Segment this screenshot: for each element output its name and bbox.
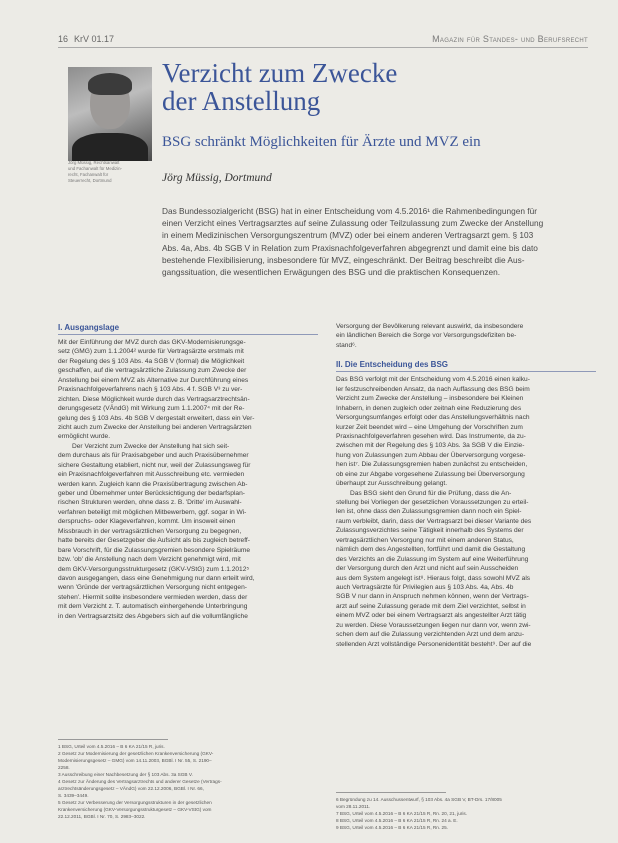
- left-paragraph-1: [58, 338, 318, 442]
- text-line: 22.12.2011, BGBl. I Nr. 70, S. 2983–3022.: [58, 814, 146, 820]
- text-line: gangssituation, die wesentlichen Erwägungen des BSG und die praktischen Konsequenzen.: [162, 267, 501, 278]
- text-line: ermöglicht wurde.: [58, 433, 111, 441]
- text-line: raum verbleibt, darin, dass der Vertragsarzt bei dieser Variante des: [336, 517, 532, 525]
- text-line: zicht auch zum Zwecke der Anstellung bei anderen Vertragsärzten: [58, 423, 252, 431]
- text-line: dem GKV-Versorgungsstrukturgesetz (GKV-VStG) zum 1.1.2012⁵: [58, 565, 250, 573]
- text-line: davon ausgegangen, dass eine Genehmigung nur dann erteilt wird,: [58, 574, 255, 582]
- right-intro: [336, 322, 596, 350]
- text-line: wenn 'Gründe der vertragsärztlichen Versorgung nicht entgegen-: [58, 584, 247, 592]
- text-line: arztrechtsänderungsgesetz – VÄndG) vom 22.12.2006, BGBl. I Nr. 66,: [58, 786, 204, 792]
- journal-title: Magazin für Standes- und Berufsrecht: [432, 34, 588, 44]
- text-line: Versorgung der Bevölkerung relevant auswirkt, da insbesondere: [336, 323, 524, 330]
- text-line: 7 BSG, Urteil vom 4.5.2016 – B 6 KA 21/15 R, Rn. 20, 21, juris.: [336, 811, 468, 817]
- text-line: aus dem System angelegt ist⁸. Hieraus folgt, dass sowohl MVZ als: [336, 574, 531, 582]
- right-paragraph-1: [336, 375, 596, 488]
- footnote-rule: [58, 739, 168, 740]
- text-line: stehen'. Hiermit sollte insbesondere vermieden werden, dass der: [58, 593, 248, 601]
- text-line: mit dem Verzicht z. T. automatisch einhergehende Unterbringung: [58, 603, 248, 611]
- section-heading-1: I. Ausgangslage: [58, 323, 120, 332]
- footnote-rule: [336, 792, 446, 793]
- text-line: in einem Medizinischen Versorgungszentrum (MVZ) oder bei einem anderen Vertragsarzt gem. § 103: [162, 230, 534, 241]
- text-line: 5 Gesetz zur Verbesserung der Versorgungsstrukturen in der gesetzlichen: [58, 800, 212, 806]
- text-line: zu werden. Diese Voraussetzungen liegen nur dann vor, wenn zwi-: [336, 621, 531, 629]
- text-line: vertragsärztlichen Versorgung nur mit einem anderen Status,: [336, 536, 514, 544]
- text-line: Mit der Einführung der MVZ durch das GKV-Modernisierungsge-: [58, 339, 246, 346]
- text-line: überhaupt zur Ausschreibung gelangt.: [336, 480, 448, 488]
- text-line: Abs. 4a, Abs. 4b SGB V in Relation zum Praxisnachfolgeverfahren abgegrenzt und damit eine bis dato: [162, 242, 538, 253]
- text-line: nämlich dem des Angestellten, fortführt und damit die Gestaltung: [336, 546, 526, 554]
- text-line: 4 Gesetz zur Änderung des Vertragsarztrechts und anderer Gesetze (Vertrags-: [58, 779, 222, 785]
- header-rule: [58, 47, 588, 48]
- right-column: [336, 322, 596, 649]
- text-line: Der Verzicht zum Zwecke der Anstellung hat sich seit-: [72, 442, 230, 450]
- photo-hair: [88, 73, 132, 95]
- text-line: hen ist⁷. Die Zulassungsgremien haben zunächst zu entscheiden,: [336, 461, 528, 469]
- text-line: 3 Ausschreibung einer Nachbesetzung der § 103 Abs. 3a SGB V.: [58, 772, 193, 778]
- text-line: Krankenversicherung (GKV-Versorgungsstrukturgesetz – GKV-VStG) vom: [58, 807, 212, 813]
- text-line: werden kann. Zugleich kann die Praxisübertragung zwischen Ab-: [58, 480, 248, 488]
- text-line: hung von Zulassungen zum Abbau der Überversorgung vorgese-: [336, 451, 526, 459]
- text-line: gelung des § 103 Abs. 4b SGB V dergestalt erweitert, dass ein Ver-: [58, 414, 255, 422]
- text-line: Verzicht zum Zwecke der Anstellung – insbesondere bei Kleinen: [336, 395, 524, 403]
- author-line: Jörg Müssig, Dortmund: [162, 172, 272, 184]
- issue-label: KrV 01.17: [74, 34, 115, 44]
- text-line: Modernisierungsgesetz – GMG) vom 14.11.2003, BGBl. I Nr. 55, S. 2190–: [58, 758, 212, 764]
- text-line: Missbrauch in der vertragsärztlichen Versorgung zu begegnen,: [58, 527, 242, 535]
- abstract: [162, 205, 588, 278]
- text-line: kurzer Zeit beendet wird – eine Umgehung der Vorschriften zum: [336, 423, 523, 431]
- text-line: len ist, ohne dass den Zulassungsgremien dann noch ein Spiel-: [336, 508, 522, 516]
- footnote-list: [336, 796, 596, 831]
- text-line: des Verzichts an die Zulassung im System auf eine Weiterführung: [336, 555, 529, 563]
- caption-line: und Fachanwalt für Medizin-: [68, 166, 122, 171]
- text-line: zichten. Diese Möglichkeit wurde durch das Vertragsarztrechtsän-: [58, 395, 250, 403]
- right-footnotes: [336, 792, 596, 831]
- author-photo: [68, 67, 152, 161]
- text-line: SGB V nur dann in Anspruch nehmen können, wenn der Vertrags-: [336, 593, 529, 601]
- text-line: setz (GMG) zum 1.1.2004² wurde für Vertragsärzte erstmals mit: [58, 348, 244, 356]
- text-line: zwischen mit der Regelung des § 103 Abs. 3a SGB V die Einzie-: [336, 442, 525, 450]
- text-line: Anstellung bei einem MVZ als Alternative zur Durchführung eines: [58, 376, 249, 384]
- text-line: Das Bundessozialgericht (BSG) hat in einer Entscheidung vom 4.5.2016¹ die Rahmenbedingungen für: [162, 206, 537, 216]
- page-header: [58, 34, 588, 48]
- text-line: S. 3439–3449.: [58, 793, 89, 799]
- right-paragraph-2: [336, 489, 596, 649]
- text-line: einen Verzicht eines Vertragsarztes auf seine Zulassung oder Teilzulassung zum Zwecke der Anstellung: [162, 218, 544, 229]
- photo-caption: [68, 160, 154, 184]
- heading-rule: [336, 371, 596, 372]
- text-line: derspruchs- oder Klageverfahren, kommt. Um insoweit einen: [58, 518, 236, 526]
- article-title: [162, 59, 397, 115]
- text-line: Das BSG sieht den Grund für die Prüfung, dass die An-: [350, 489, 512, 497]
- text-line: dem durchaus als für Praxisabgeber und auch Praxisübernehmer: [58, 452, 249, 460]
- left-paragraph-2: [58, 442, 318, 621]
- text-line: der Versorgung durch den Arzt und nicht auf sein Ausscheiden: [336, 565, 519, 573]
- text-line: bestehende Flexibilisierung, insbesondere für MVZ, eingeschränkt. Der Beitrag beschreibt die Aus-: [162, 254, 525, 265]
- text-line: rischen Strukturen werden, ohne dass z. B. 'Dritte' im Auswahl-: [58, 499, 242, 507]
- section-heading-2: II. Die Entscheidung des BSG: [336, 360, 449, 370]
- text-line: verfahren beteiligt mit möglichen Mitbewerbern, ggf. sogar in Wi-: [58, 508, 247, 516]
- title-line-2: der Anstellung: [162, 86, 321, 116]
- caption-line: recht, Fachanwalt für: [68, 172, 109, 177]
- text-line: Praxisnachfolgeverfahrens nach § 103 Abs. 4 f. SGB V³ zu ver-: [58, 386, 243, 394]
- text-line: Versorgungsumfanges erfolgt oder das Anstellungsverhältnis nach: [336, 414, 530, 422]
- text-line: 2258.: [58, 765, 70, 771]
- text-line: sichere Gestaltung etabliert, nicht nur, weil der Zulassungsweg für: [58, 461, 251, 469]
- footnote-list: [58, 743, 318, 821]
- text-line: ler festzuschreibenden Ansatz, da nach Auffassung des BSG beim: [336, 385, 530, 393]
- text-line: bare Vorschrift, für die Zulassungsgremien besondere Spielräume: [58, 546, 251, 554]
- text-line: in den Vertragsarztsitz des Abgebers sich auf die vollumfängliche: [58, 612, 248, 620]
- text-line: 9 BSG, Urteil vom 4.5.2016 – B 6 KA 21/15 R, Rn. 25.: [336, 825, 449, 831]
- text-line: stand⁶.: [336, 341, 357, 349]
- photo-body: [72, 133, 148, 161]
- text-line: stellung bei Vorliegen der gesetzlichen Voraussetzungen zu erteil-: [336, 499, 529, 506]
- heading-rule: [58, 334, 318, 335]
- section-gap: [336, 350, 596, 359]
- text-line: Das BSG verfolgt mit der Entscheidung vom 4.5.2016 einen kalku-: [336, 376, 530, 384]
- text-line: bzw. 'ob' die Anstellung nach dem Verzicht genehmigt wird, mit: [58, 556, 241, 564]
- text-line: ein Praxisnachfolgeverfahren mit Ausschreibung etc. vermieden: [58, 471, 245, 479]
- text-line: geschaffen, auf die vertragsärztliche Zulassung zum Zwecke der: [58, 367, 247, 375]
- left-column: [58, 322, 318, 621]
- text-line: geber und Übernehmer unter Berücksichtigung der bedarfsplan-: [58, 490, 245, 497]
- caption-line: Jörg Müssig, Rechtsanwalt: [68, 160, 120, 165]
- left-footnotes: [58, 739, 318, 821]
- text-line: ein ländlichen Bereich die Sorge vor Versorgungsdefiziten be-: [336, 332, 517, 340]
- text-line: vom 28.11.2011.: [336, 804, 371, 810]
- text-line: der Regelung des § 103 Abs. 4a SGB V (formal) die Möglichkeit: [58, 357, 245, 365]
- text-line: auch Vertragsärzte für Privilegien aus § 103 Abs. 4a, Abs. 4b: [336, 583, 514, 591]
- text-line: schen dem auf die Zulassung verzichtenden Arzt und dem anzu-: [336, 631, 525, 639]
- text-line: 2 Gesetz zur Modernisierung der gesetzlichen Krankenversicherung (GKV-: [58, 751, 214, 757]
- caption-line: Steuerrecht, Dortmund: [68, 178, 112, 183]
- text-line: 8 BSG, Urteil vom 4.5.2016 – B 6 KA 21/15 R, Rn. 24 a. E.: [336, 818, 458, 824]
- text-line: stellenden Arzt vollständige Personenidentität besteht⁹. Der auf die: [336, 640, 532, 648]
- text-line: Inhabern, in denen zugleich oder zeitnah eine Reduzierung des: [336, 404, 522, 412]
- text-line: Zulassungsverzichtes seine Tätigkeit innerhalb des Systems der: [336, 527, 524, 535]
- text-line: 1 BSG, Urteil vom 4.5.2016 – B 6 KA 21/15 R, juris.: [58, 744, 165, 749]
- title-line-1: Verzicht zum Zwecke: [162, 58, 398, 88]
- text-line: ob eine zur Abgabe vorgesehene Zulassung bei Überversorgung: [336, 470, 525, 478]
- text-line: hatte bereits der Gesetzgeber die Aufsicht als bis zugleich betreff-: [58, 537, 250, 545]
- page-number: 16: [58, 34, 69, 44]
- text-line: Praxisnachfolgeverfahren gesehen wird. Das Instrumente, da zu-: [336, 432, 526, 440]
- text-line: derungsgesetz (VÄndG) mit Wirkung zum 1.1.2007⁴ mit der Re-: [58, 405, 245, 413]
- article-subtitle: BSG schränkt Möglichkeiten für Ärzte und MVZ ein: [162, 134, 481, 150]
- text-line: arzt auf seine Zulassung gerade mit dem Ziel verzichtet, selbst in: [336, 602, 526, 610]
- text-line: 6 Begründung zu 14. Ausschussentwurf, § 103 Abs. 4a SGB V, BT-Drs. 17/8005: [336, 797, 502, 802]
- text-line: einem MVZ oder bei einem Vertragsarzt als angestellter Arzt tätig: [336, 612, 527, 620]
